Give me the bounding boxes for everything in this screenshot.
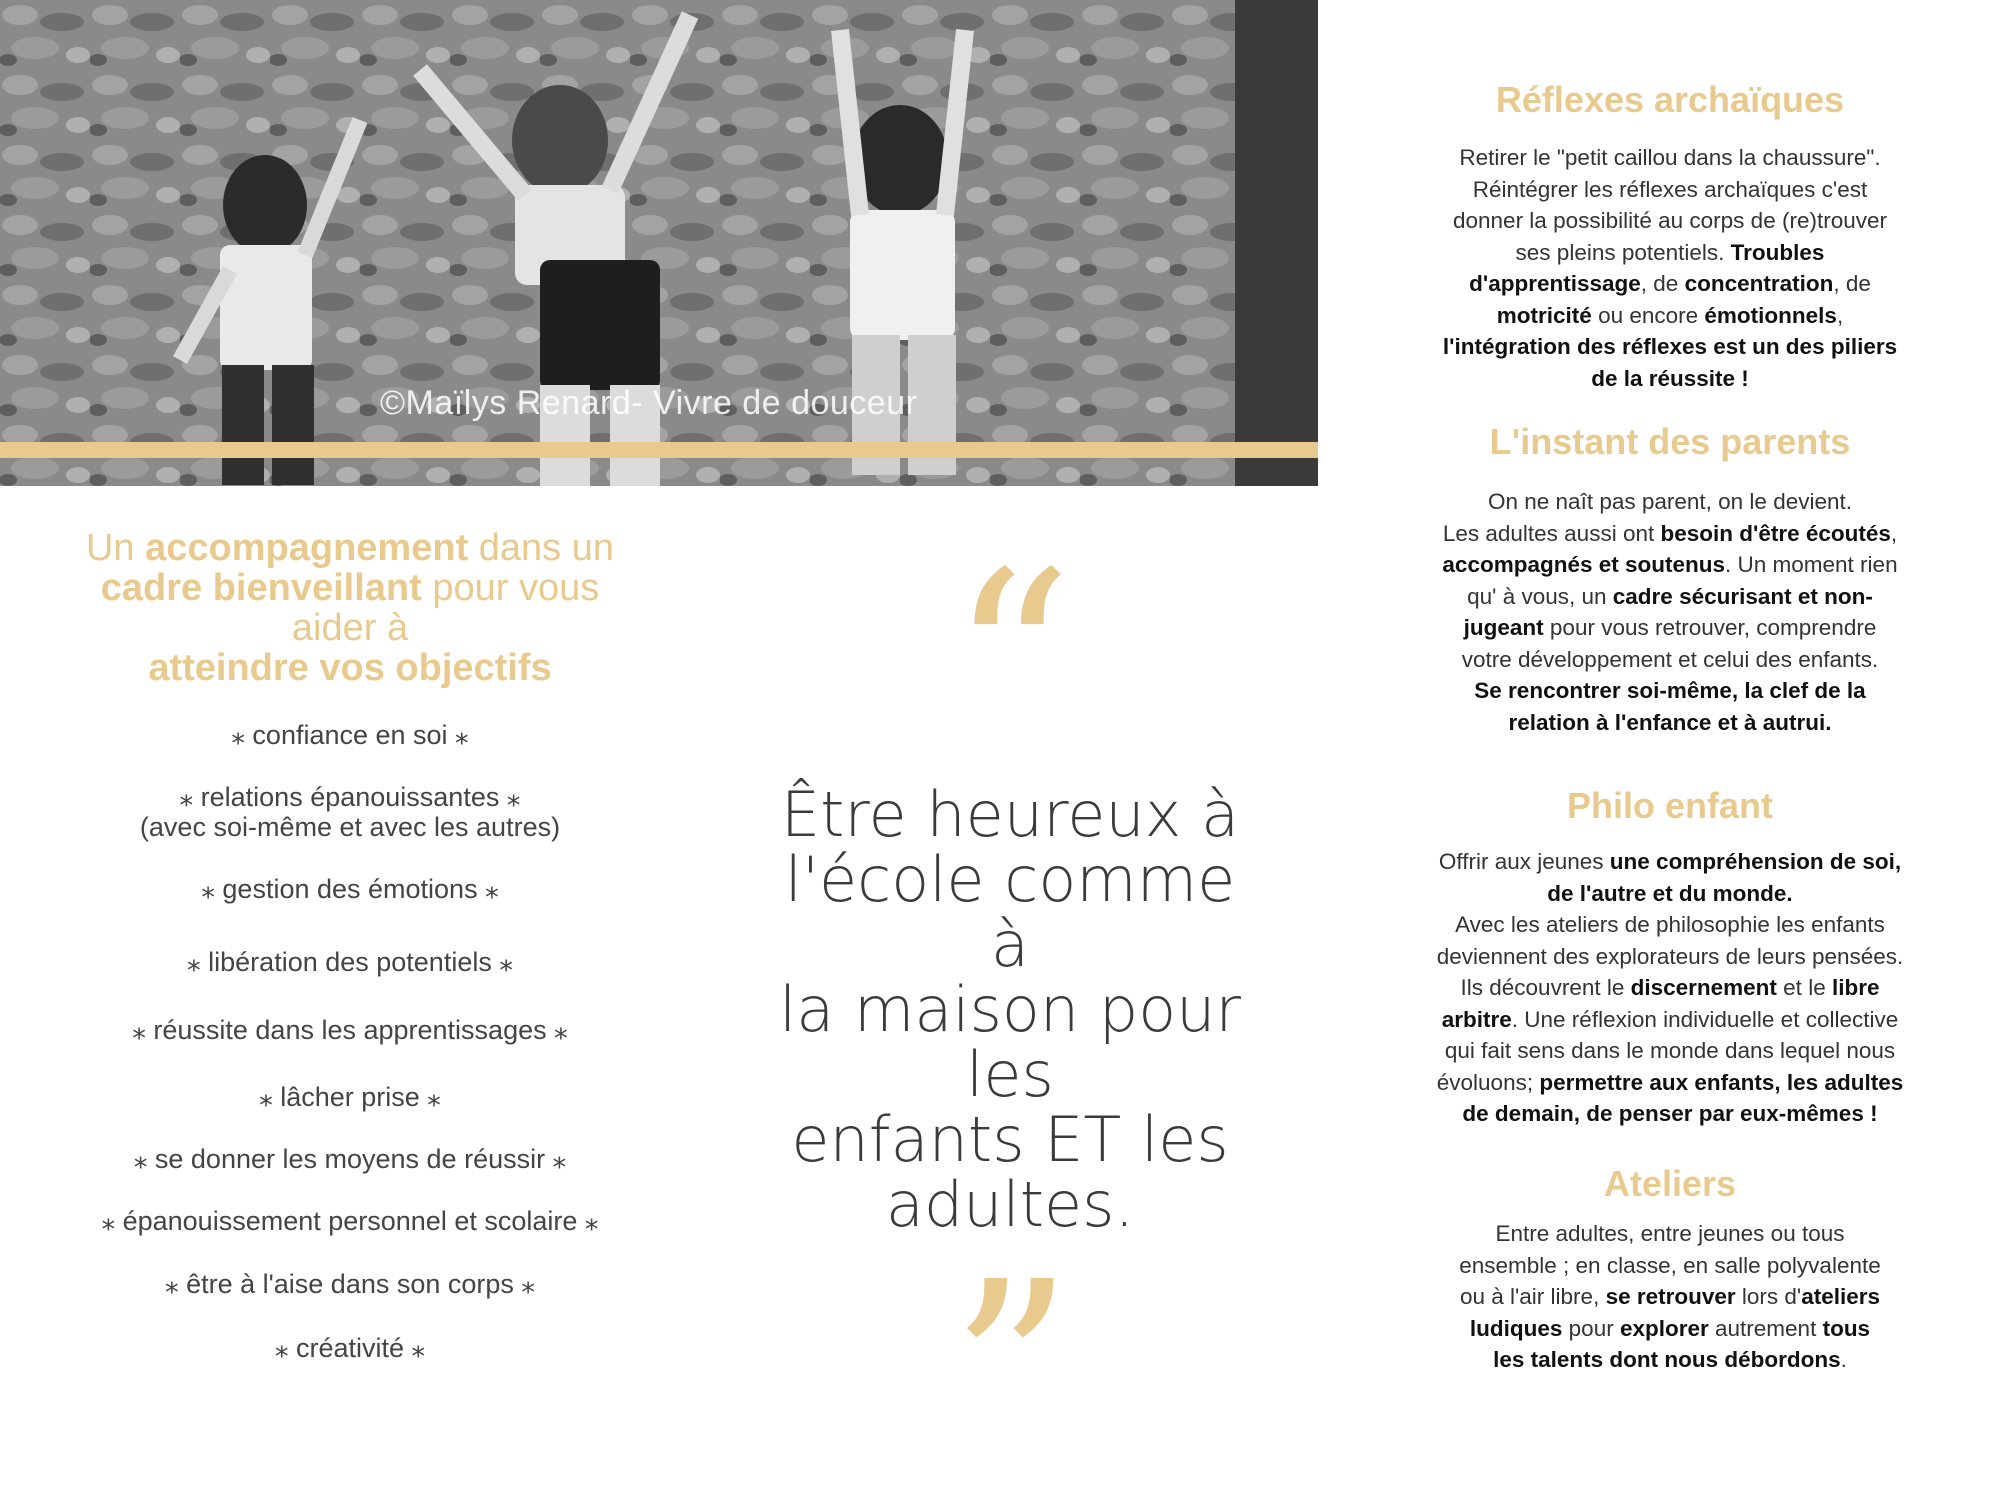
section-body: Entre adultes, entre jeunes ou tous ensemble ; en classe, en salle polyvalente ou à l'air libre, se retrouver lors d'ateliers ludiques pour explorer autrement tous les talents dont nous débordons. — [1459, 1221, 1881, 1372]
list-item: ⁎ relations épanouissantes ⁎ (avec soi-même et avec les autres) — [139, 782, 561, 842]
section-title: Ateliers — [1603, 1163, 1737, 1204]
section-body: Retirer le "petit caillou dans la chaussure". Réintégrer les réflexes archaïques c'est donner la possibilité au corps de (re)trouver ses pleins potentiels. Troubles d'apprentissage, de concentration, de motricité ou encore émotionnels, l'intégration des réflexes est un des piliers de la réussite ! — [1442, 145, 1898, 391]
section-title: Philo enfant — [1567, 785, 1773, 826]
section-ateliers — [1410, 1164, 1930, 1376]
list-item: ⁎ libération des potentiels ⁎ — [187, 947, 513, 977]
header-photo — [0, 0, 1318, 486]
list-item: ⁎ lâcher prise ⁎ — [259, 1082, 441, 1112]
open-quote-mark: “ — [950, 520, 1073, 800]
list-item: ⁎ créativité ⁎ — [274, 1333, 426, 1363]
benefits-headline: Un accompagnement dans un cadre bienveillant pour vous aider à atteindre vos objectifs — [85, 527, 615, 689]
section-body: On ne naît pas parent, on le devient. Les adultes aussi ont besoin d'être écoutés, accompagnés et soutenus. Un moment rien qu' à vous, un cadre sécurisant et non- jugeant pour vous retrouver, comprendre votre développement et celui des enfants. Se rencontrer soi-même, la clef de la relation à l'enfance et à autrui. — [1442, 489, 1898, 735]
list-item: ⁎ confiance en soi ⁎ — [231, 720, 469, 750]
section-body: Offrir aux jeunes une compréhension de soi, de l'autre et du monde. Avec les ateliers de philosophie les enfants deviennent des explorateurs de leurs pensées. Ils découvrent le discernement et le libre arbitre. Une réflexion individuelle et collective qui fait sens dans le monde dans lequel nous évoluons; permettre aux enfants, les adultes de demain, de penser par eux-mêmes ! — [1436, 849, 1904, 1126]
list-item: ⁎ épanouissement personnel et scolaire ⁎ — [101, 1206, 599, 1236]
list-item: ⁎ gestion des émotions ⁎ — [201, 874, 499, 904]
list-item: ⁎ se donner les moyens de réussir ⁎ — [133, 1144, 567, 1174]
benefits-list — [70, 720, 630, 1363]
section-reflexes — [1410, 80, 1930, 394]
section-parents — [1410, 422, 1930, 738]
section-title: Réflexes archaïques — [1495, 79, 1845, 120]
photo-credit: ©Maïlys Renard- Vivre de douceur — [380, 384, 918, 422]
close-quote-mark: ” — [950, 1230, 1073, 1510]
section-philo — [1410, 786, 1930, 1130]
benefits-column — [70, 528, 630, 1363]
list-item: ⁎ réussite dans les apprentissages ⁎ — [132, 1015, 568, 1045]
section-title: L'instant des parents — [1489, 421, 1851, 462]
center-quote: Être heureux à l'école comme à la maison pour les enfants ET les adultes. — [779, 778, 1241, 1241]
gold-stripe — [0, 442, 1318, 458]
list-item: ⁎ être à l'aise dans son corps ⁎ — [165, 1269, 535, 1299]
